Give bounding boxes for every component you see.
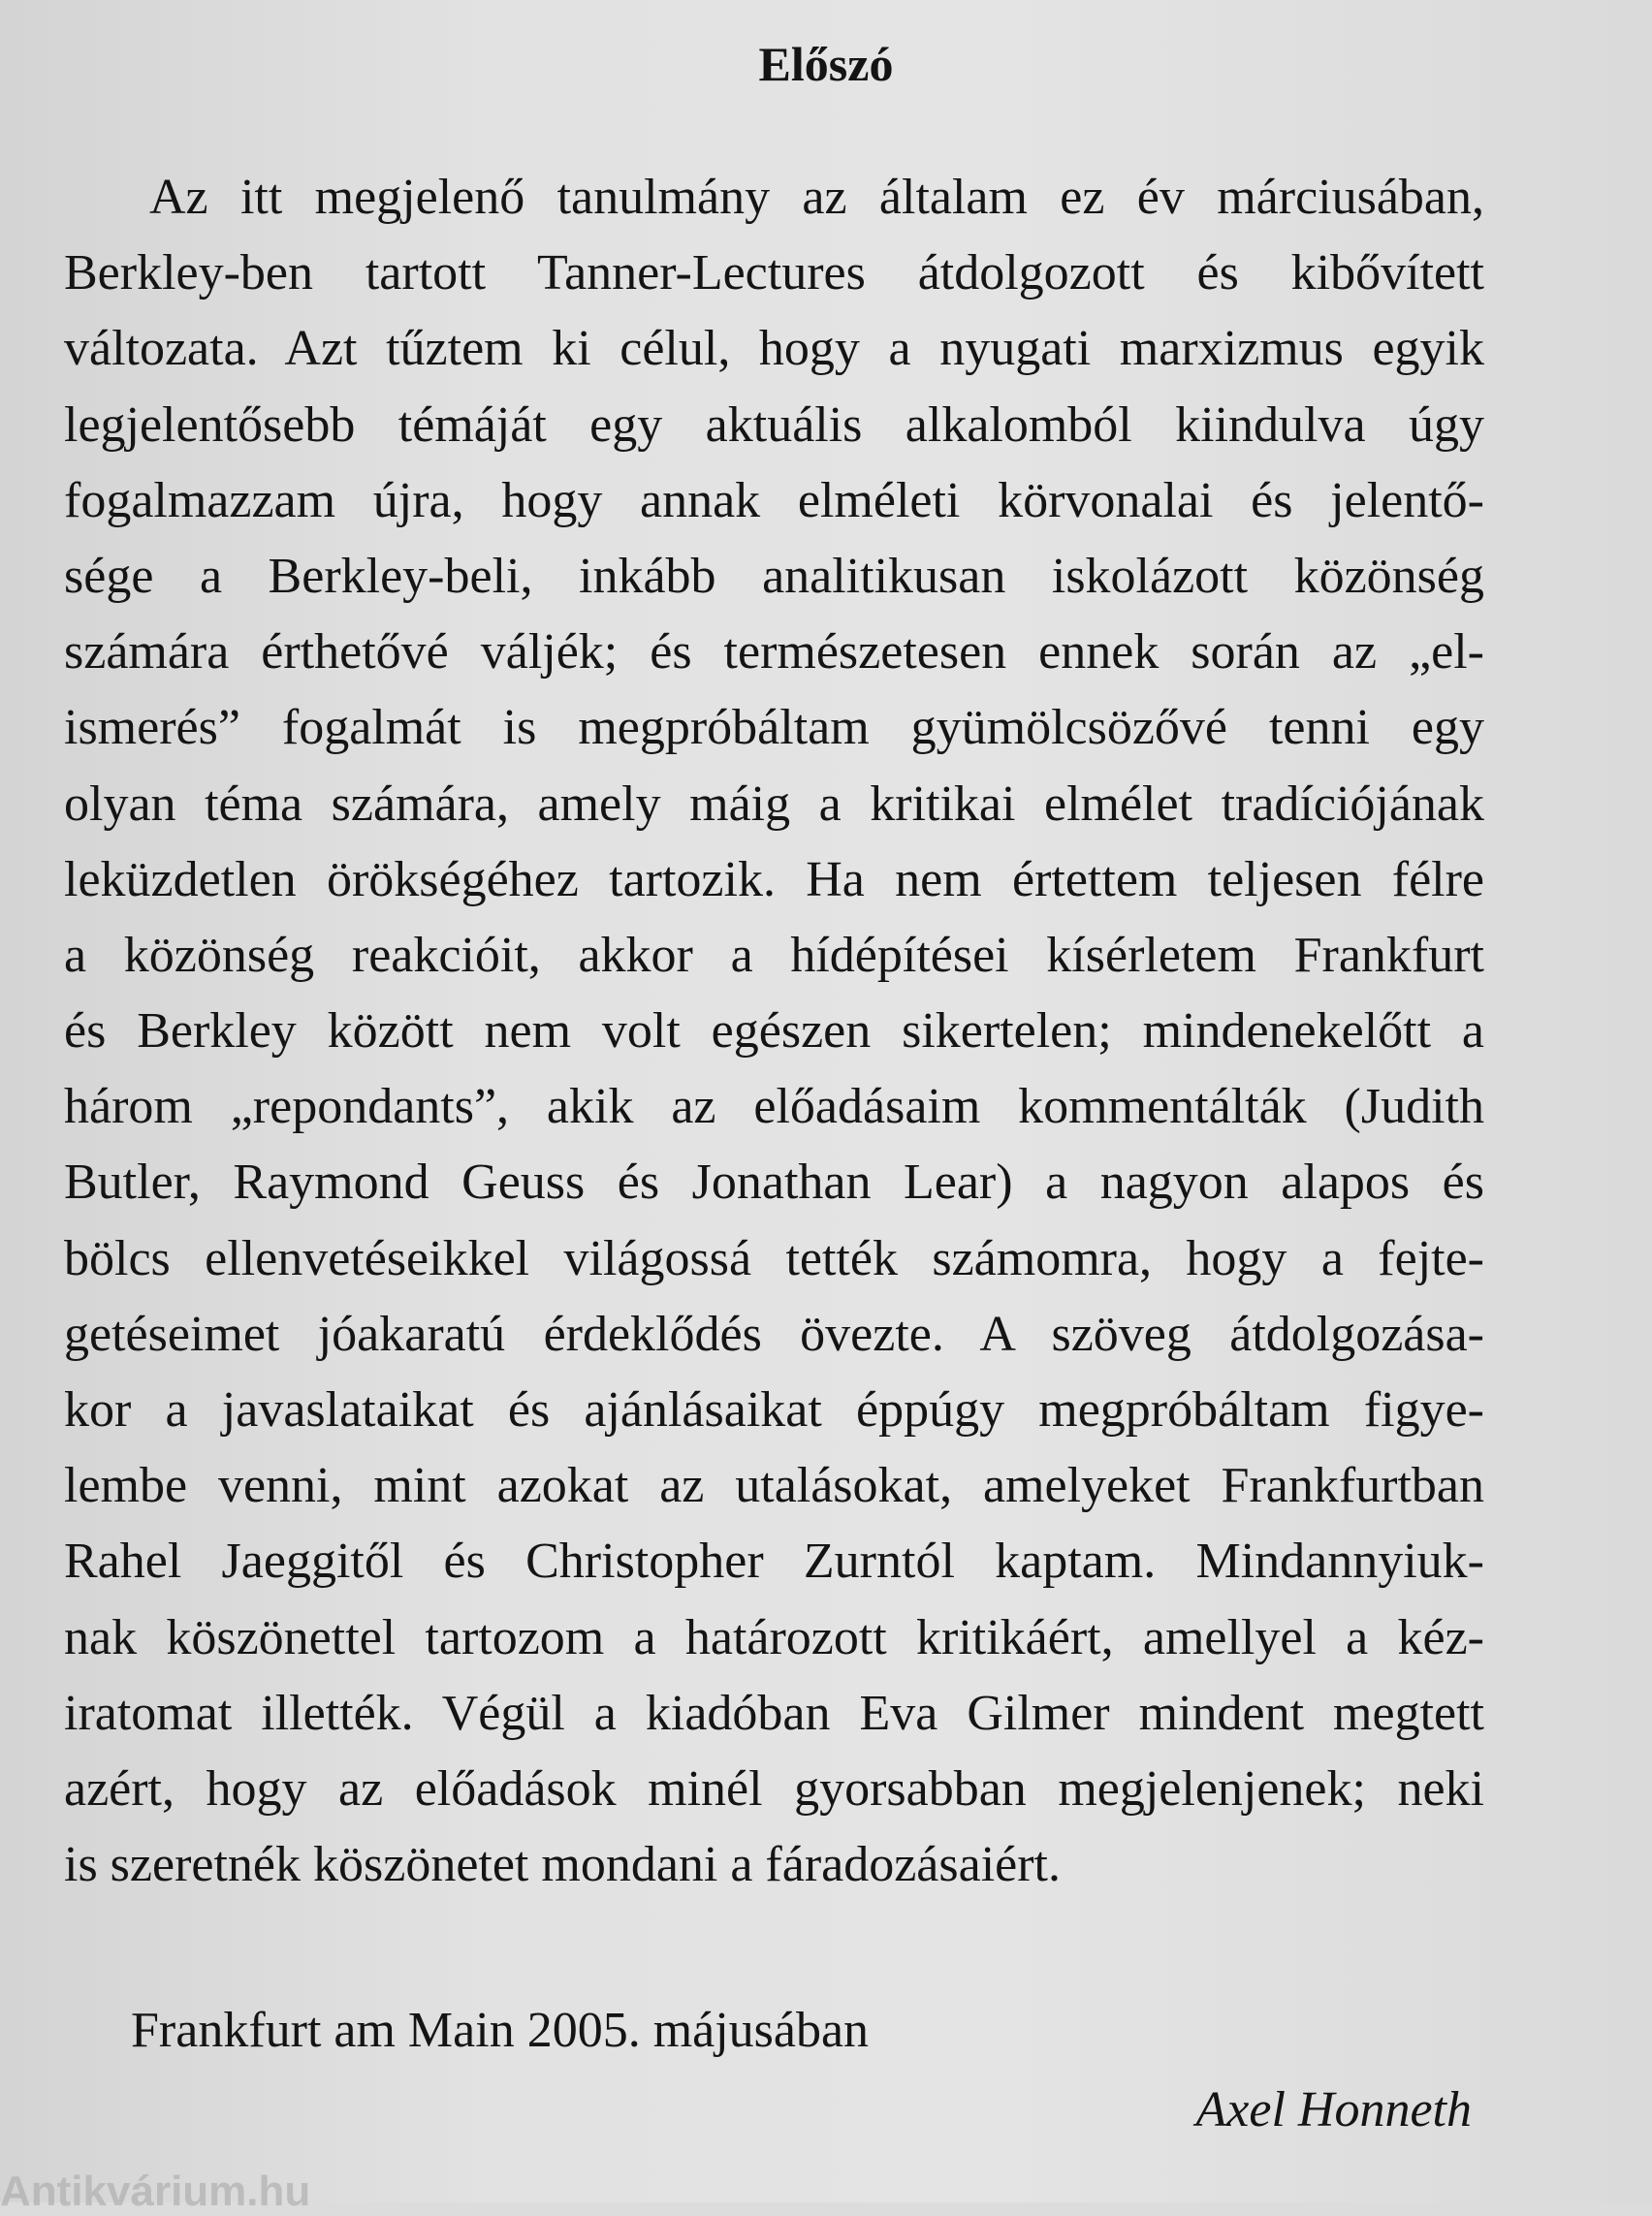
text-line: lembe venni, mint azokat az utalásokat, amelyeket Frankfurtban (64, 1458, 1484, 1514)
text-line: legjelentősebb témáját egy aktuális alkalomból kiindulva úgy (64, 396, 1484, 453)
watermark: Antikvárium.hu (0, 2168, 311, 2215)
text-line: Butler, Raymond Geuss és Jonathan Lear) a nagyon alapos és (64, 1155, 1484, 1211)
text-line: három „repondants”, akik az előadásaim kommentálták (Judith (64, 1079, 1484, 1135)
text-line: bölcs ellenvetéseikkel világossá tették számomra, hogy a fejte- (64, 1230, 1484, 1286)
text-line: is szeretnék köszönetet mondani a fáradozásaiért. (64, 1837, 1061, 1893)
text-line: Az itt megjelenő tanulmány az általam ez év márciusában, (149, 170, 1484, 225)
text-line: leküzdetlen örökségéhez tartozik. Ha nem értettem teljesen félre (64, 851, 1484, 907)
text-line: sége a Berkley-beli, inkább analitikusan iskolázott közönség (64, 548, 1484, 604)
text-line: Rahel Jaeggitől és Christopher Zurntól kaptam. Mindannyiuk- (64, 1534, 1484, 1590)
body-paragraph (64, 160, 1484, 1903)
text-line: számára érthetővé váljék; és természetesen ennek során az „el- (64, 624, 1484, 681)
text-line: változata. Azt tűztem ki célul, hogy a nyugati marxizmus egyik (64, 321, 1484, 377)
text-line: nak köszönettel tartozom a határozott kritikáért, amellyel a kéz- (64, 1609, 1484, 1665)
text-line: kor a javaslataikat és ajánlásaikat éppúgy megpróbáltam figye- (64, 1382, 1484, 1438)
text-line: olyan téma számára, amely máig a kritikai elmélet tradíciójának (64, 776, 1484, 832)
text-line: fogalmazzam újra, hogy annak elméleti körvonalai és jelentő- (64, 472, 1484, 528)
place-date: Frankfurt am Main 2005. májusában (131, 2003, 870, 2058)
text-line: a közönség reakcióit, akkor a hídépítései kísérletem Frankfurt (64, 927, 1484, 983)
text-line: getéseimet jóakaratú érdeklődés övezte. A szöveg átdolgozása- (64, 1306, 1484, 1362)
text-line: és Berkley között nem volt egészen sikertelen; mindenekelőtt a (64, 1003, 1484, 1060)
page-title: Előszó (758, 37, 894, 91)
author-signature: Axel Honneth (1195, 2082, 1472, 2137)
text-line: azért, hogy az előadások minél gyorsabban megjelenjenek; neki (64, 1760, 1484, 1817)
text-line: ismerés” fogalmát is megpróbáltam gyümölcsözővé tenni egy (64, 700, 1484, 756)
text-line: iratomat illették. Végül a kiadóban Eva Gilmer mindent megtett (64, 1685, 1484, 1741)
text-line: Berkley-ben tartott Tanner-Lectures átdolgozott és kibővített (64, 245, 1484, 301)
